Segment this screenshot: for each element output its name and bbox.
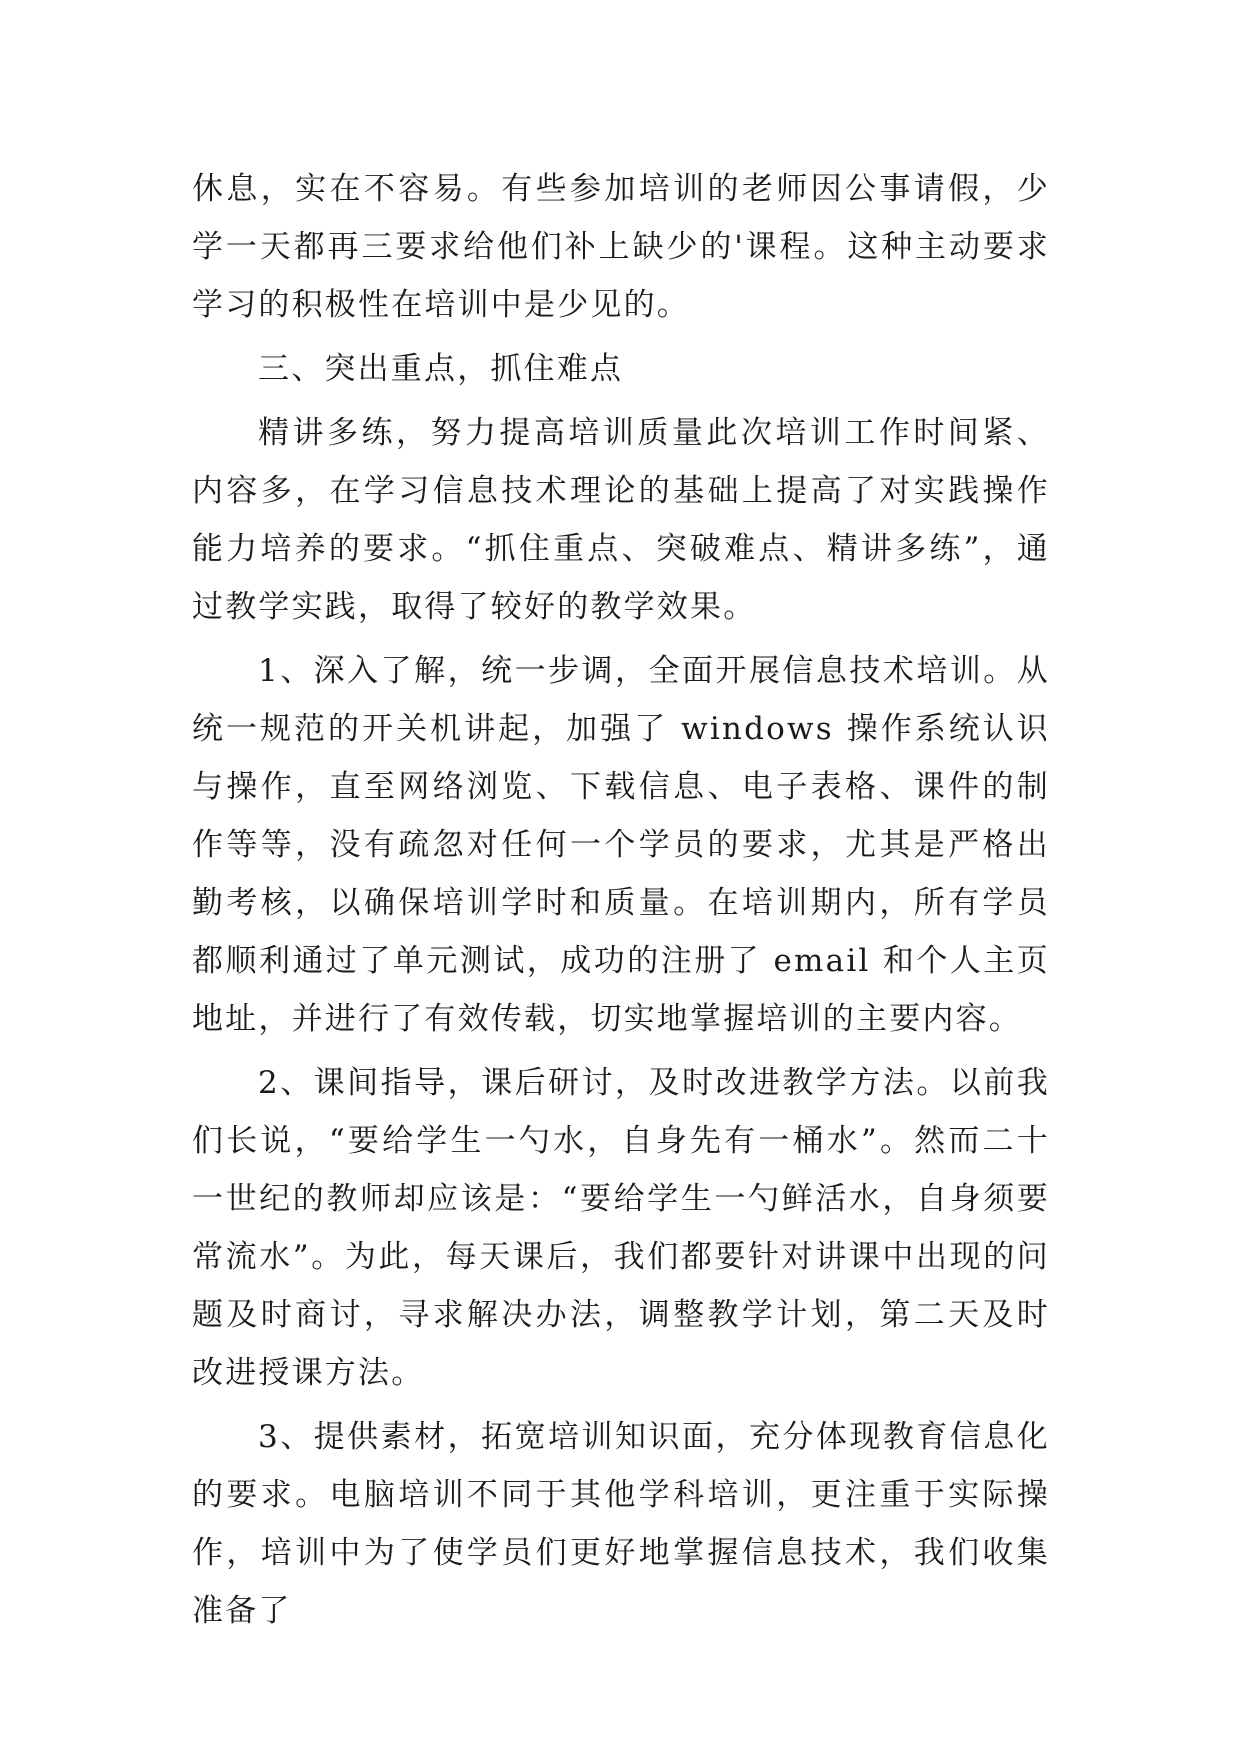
document-body (192, 160, 1050, 1640)
paragraph: 1、深入了解，统一步调，全面开展信息技术培训。从统一规范的开关机讲起，加强了 windows 操作系统认识与操作，直至网络浏览、下载信息、电子表格、课件的制作等等，没有疏忽对任何一个学员的要求，尤其是严格出勤考核，以确保培训学时和质量。在培训期内，所有学员都顺利通过了单元测试，成功的注册了 email 和个人主页地址，并进行了有效传载，切实地掌握培训的主要内容。 (192, 653, 1050, 1037)
paragraph: 精讲多练，努力提高培训质量此次培训工作时间紧、内容多，在学习信息技术理论的基础上提高了对实践操作能力培养的要求。“抓住重点、突破难点、精讲多练”，通过教学实践，取得了较好的教学效果。 (192, 415, 1050, 625)
paragraph: 2、课间指导，课后研讨，及时改进教学方法。以前我们长说，“要给学生一勺水，自身先有一桶水”。然而二十一世纪的教师却应该是：“要给学生一勺鲜活水，自身须要常流水”。为此，每天课后，我们都要针对讲课中出现的问题及时商讨，寻求解决办法，调整教学计划，第二天及时改进授课方法。 (192, 1065, 1050, 1391)
section-heading: 三、突出重点，抓住难点 (258, 351, 624, 387)
paragraph: 3、提供素材，拓宽培训知识面，充分体现教育信息化的要求。电脑培训不同于其他学科培训，更注重于实际操作，培训中为了使学员们更好地掌握信息技术，我们收集准备了 (192, 1419, 1050, 1629)
paragraph-continuation: 休息，实在不容易。有些参加培训的老师因公事请假，少学一天都再三要求给他们补上缺少的'课程。这种主动要求学习的积极性在培训中是少见的。 (192, 171, 1050, 323)
